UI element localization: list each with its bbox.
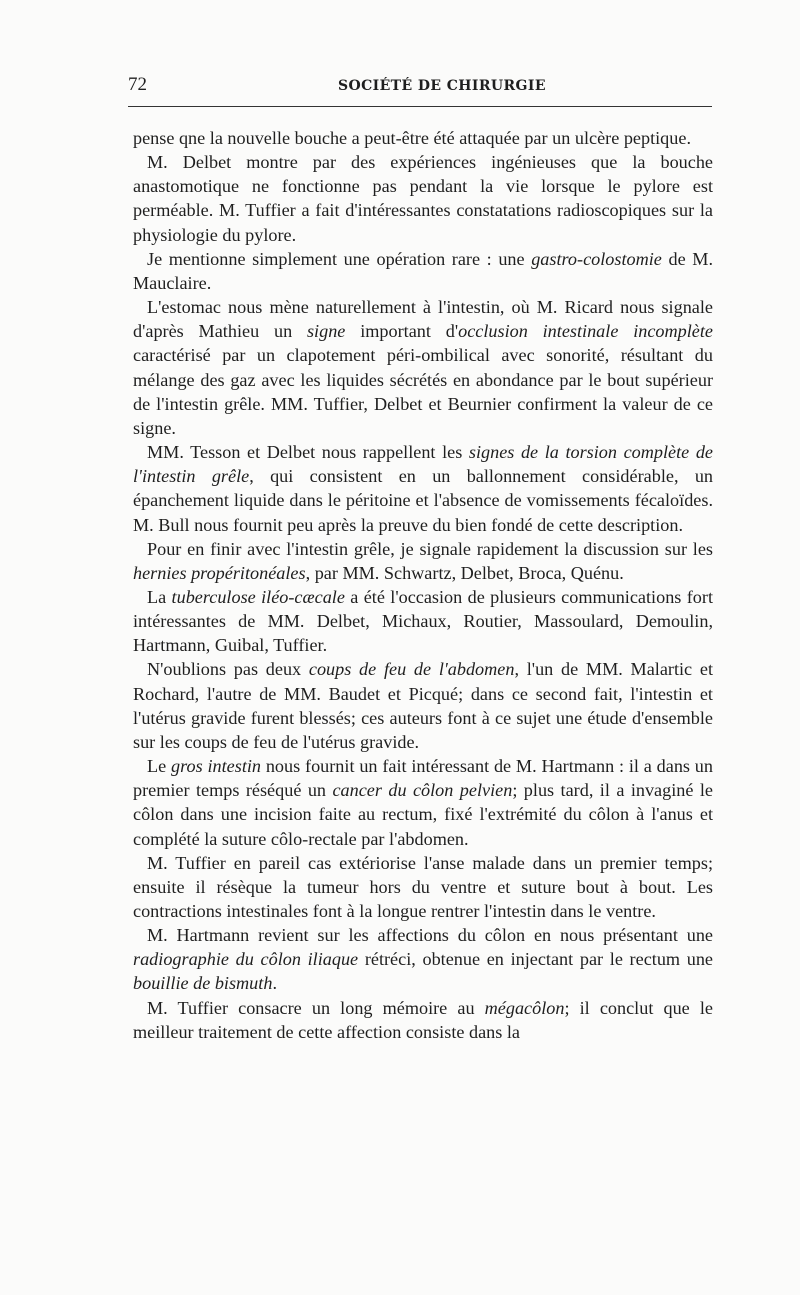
paragraph [133,247,713,295]
running-title: SOCIÉTÉ DE CHIRURGIE [338,78,546,94]
text-run: Je mentionne simplement une opération rare : une [147,248,532,269]
text-run: rétréci, obtenue en injectant par le rectum une [358,949,713,970]
paragraph [133,851,713,923]
text-run: . [272,973,277,994]
italic-text: mégacôlon [484,997,565,1018]
italic-text: tuberculose iléo-cæcale [171,586,345,607]
paragraph [133,126,713,150]
italic-text: gastro-colostomie [531,248,662,269]
text-run: M. Tuffier en pareil cas extériorise l'anse malade dans un premier temps; ensuite il résèque la tumeur hors du ventre et suture bout à bout. Les contractions intestinales font à la longue rentrer l'intestin dans le ventre. [133,852,713,921]
text-run: N'oublions pas deux [147,659,309,680]
italic-text: occlusion intestinale incomplète [458,321,713,342]
italic-text: radiographie du côlon iliaque [133,949,359,970]
header-rule [128,106,712,107]
text-run: de M. Mauclaire. [133,248,713,293]
paragraph [133,754,713,851]
page-header [128,72,712,104]
paragraph [133,585,713,657]
text-run: , l'un de MM. Malartic et Rochard, l'autre de MM. Baudet et Picqué; dans ce second fait, l'intestin et l'utérus gravide furent blessés; ces auteurs font à ce sujet une étude d'ensemble sur les coups de feu de l'utérus gravide. [133,659,713,752]
text-run: L'estomac nous mène naturellement à l'intestin, où M. Ricard nous signale d'après Mathieu un [133,297,713,342]
text-run: ; il conclut que le meilleur traitement de cette affection consiste dans la [133,997,713,1042]
paragraph [133,440,713,537]
paragraph [133,996,713,1044]
text-run: MM. Tesson et Delbet nous rappellent les [147,442,469,463]
paragraph [133,923,713,995]
text-run: Pour en finir avec l'intestin grêle, je signale rapidement la discussion sur les [147,538,713,559]
body-text [133,126,713,1044]
text-run: M. Tuffier consacre un long mémoire au [147,997,485,1018]
text-run: , par MM. Schwartz, Delbet, Broca, Quénu. [305,562,624,583]
paragraph [133,537,713,585]
italic-text: signes de la torsion complète de l'intestin grêle [133,442,713,487]
paragraph [133,150,713,247]
text-run: Le [147,756,171,777]
text-run: , qui consistent en un ballonnement considérable, un épanchement liquide dans le péritoine et l'absence de vomissements fécaloïdes. M. Bull nous fournit peu après la preuve du bien fondé de cette description. [133,466,714,535]
paragraph [133,295,713,440]
text-run: caractérisé par un clapotement péri-ombilical avec sonorité, résultant du mélange des gaz avec les liquides sécrétés en abondance par le bout supérieur de l'intestin grêle. MM. Tuffier, Delbet et Beurnier confirment la valeur de ce signe. [133,345,713,438]
text-run: important d' [345,321,459,342]
text-run: ; plus tard, il a invaginé le côlon dans une incision faite au rectum, fixé l'extrémité du côlon à l'anus et complété la suture côlo-rectale par l'abdomen. [133,780,713,849]
page-number: 72 [128,74,147,95]
italic-text: hernies propéritonéales [133,562,306,583]
text-run: a été l'occasion de plusieurs communications fort intéressantes de MM. Delbet, Michaux, Routier, Massoulard, Demoulin, Hartmann, Guibal, Tuffier. [133,586,713,656]
text-run: La [147,586,172,607]
italic-text: gros intestin [171,756,262,777]
italic-text: coups de feu de l'abdomen [308,659,515,680]
text-run: nous fournit un fait intéressant de M. Hartmann : il a dans un premier temps réséqué un [133,756,713,801]
text-run: pense qne la nouvelle bouche a peut-être été attaquée par un ulcère peptique. [133,128,691,148]
italic-text: cancer du côlon pelvien [332,780,513,801]
paragraph [133,657,713,754]
italic-text: bouillie de bismuth [133,973,273,994]
text-run: M. Hartmann revient sur les affections du côlon en nous présentant une [147,925,713,946]
italic-text: signe [306,321,346,342]
text-run: M. Delbet montre par des expériences ingénieuses que la bouche anastomotique ne fonctionne pas pendant la vie lorsque le pylore est perméable. M. Tuffier a fait d'intéressantes constatations radioscopiques sur la physiologie du pylore. [133,152,713,245]
